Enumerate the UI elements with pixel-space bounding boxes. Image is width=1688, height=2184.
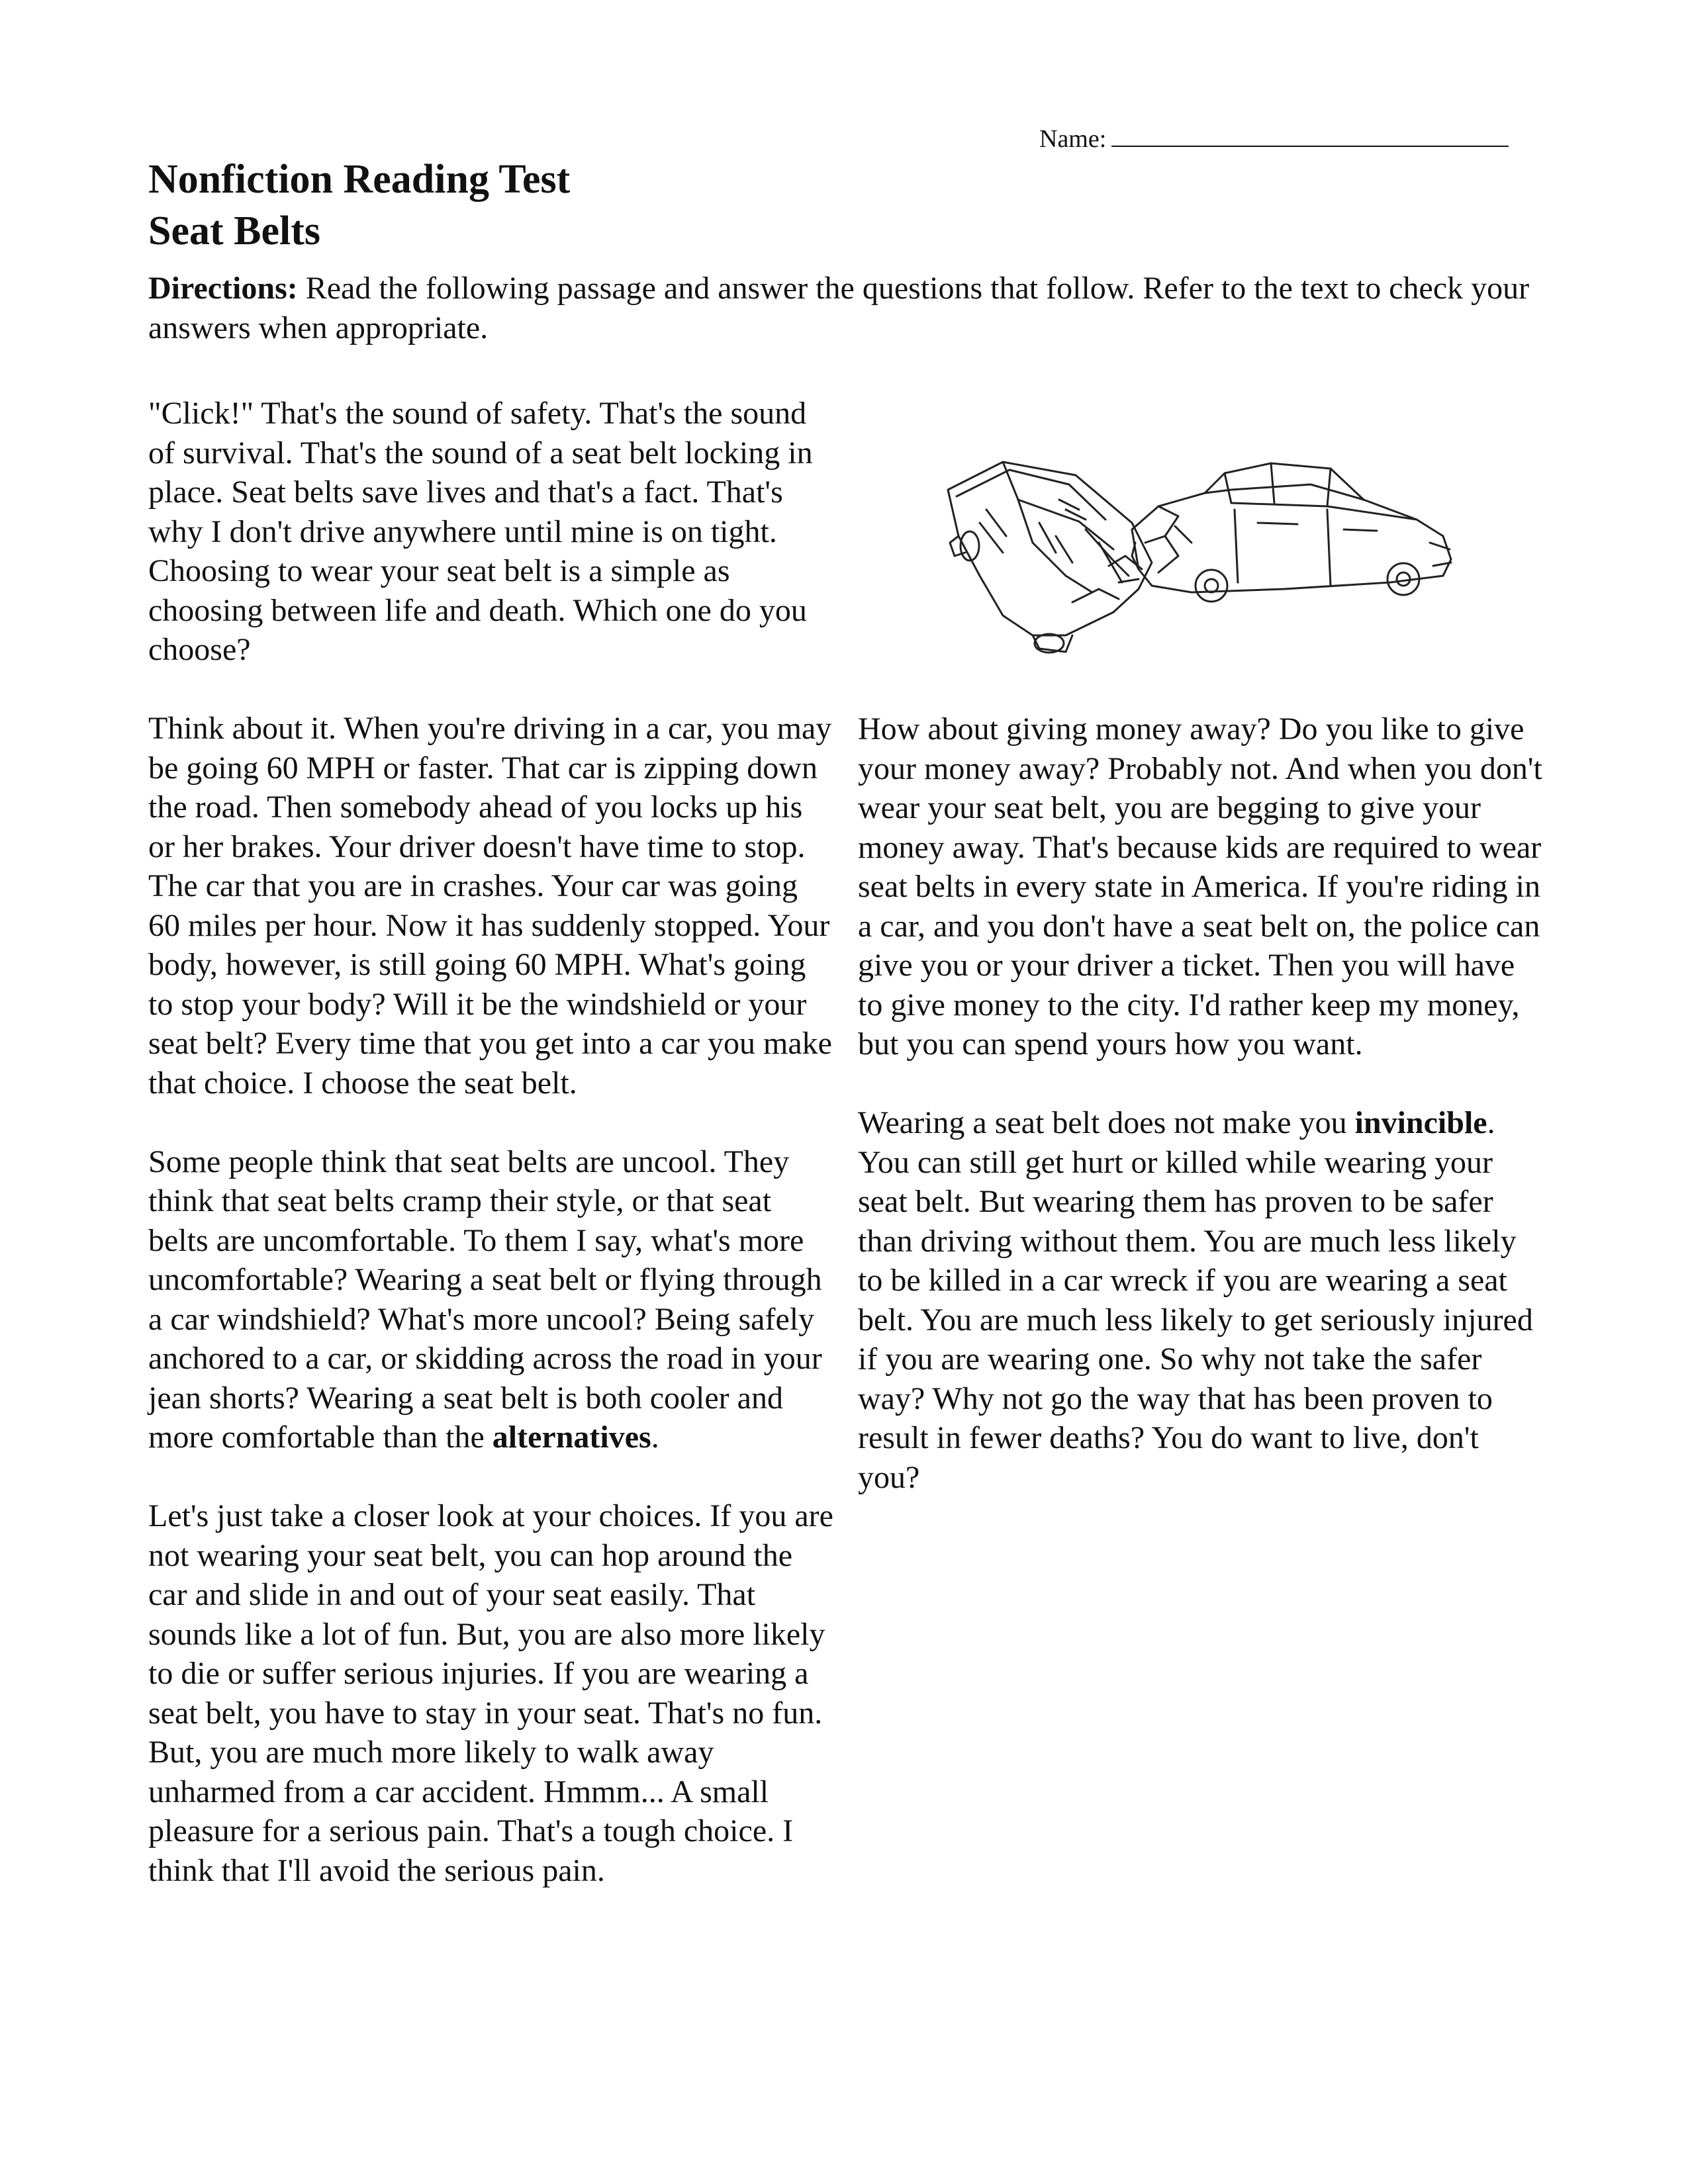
title-line-1: Nonfiction Reading Test xyxy=(148,157,571,202)
directions xyxy=(148,269,1532,348)
page-title xyxy=(148,154,570,257)
paragraph-6-end: . You can still get hurt or killed while wearing your seat belt. But wearing them has proven to be safer than driving without them. You are much less likely to be killed in a car wreck if you are wearing a seat belt. You are much less likely to get seriously injured if you are wearing one. So why not take the safer way? Why not go the way that has been proven to result in fewer deaths? You do want to live, don't you? xyxy=(858,1105,1533,1495)
passage-paragraph-6 xyxy=(858,1103,1546,1497)
paragraph-6-text: Wearing a seat belt does not make you xyxy=(858,1105,1355,1140)
name-blank-line[interactable] xyxy=(1111,123,1509,147)
passage-paragraph-5: How about giving money away? Do you like to give your money away? Probably not. And when you don't wear your seat belt, you are begging to give your money away. That's because kids are required to wear seat belts in every state in America. If you're riding in a car, and you don't have a seat belt on, the police can give you or your driver a ticket. Then you will have to give money to the city. I'd rather keep my money, but you can spend yours how you want. xyxy=(858,711,1542,1062)
passage-paragraph-2: Think about it. When you're driving in a car, you may be going 60 MPH or faster. That car is zipping down the road. Then somebody ahead of you locks up his or her brakes. Your driver doesn't have time to stop. The car that you are in crashes. Your car was going 60 miles per hour. Now it has suddenly stopped. Your body, however, is still going 60 MPH. What's going to stop your body? Will it be the windshield or your seat belt? Every time that you get into a car you make that choice. I choose the seat belt. xyxy=(148,711,832,1101)
car-crash-illustration xyxy=(940,437,1456,675)
vocab-word-invincible: invincible xyxy=(1354,1105,1487,1140)
directions-label: Directions: xyxy=(148,271,298,306)
passage-paragraph-1: "Click!" That's the sound of safety. That's the sound of survival. That's the sound of a seat belt locking in place. Seat belts save lives and that's a fact. That's why I don't drive anywhere until mine is on tight. Choosing to wear your seat belt is a simple as choosing between life and death. Which one do you choose? xyxy=(148,396,813,667)
name-field[interactable] xyxy=(1039,123,1509,154)
passage-right-column xyxy=(858,709,1546,1537)
passage-left-column xyxy=(148,394,837,1930)
name-label: Name: xyxy=(1039,125,1107,153)
paragraph-3-text: Some people think that seat belts are uncool. They think that seat belts cramp their style, or that seat belts are uncomfortable. To them I say, what's more uncomfortable? Wearing a seat belt or flying through a car windshield? What's more uncool? Being safely anchored to a car, or skidding across the road in your jean shorts? Wearing a seat belt is both cooler and more comfortable than the xyxy=(148,1144,822,1455)
passage-paragraph-3 xyxy=(148,1142,837,1457)
paragraph-3-end: . xyxy=(651,1420,659,1455)
title-line-2: Seat Belts xyxy=(148,208,321,253)
crashed-car-left-icon xyxy=(948,462,1152,653)
vocab-word-alternatives: alternatives xyxy=(492,1420,651,1455)
directions-text: Read the following passage and answer the questions that follow. Refer to the text to check your answers when appropriate. xyxy=(148,271,1530,345)
crashed-car-right-icon xyxy=(1132,463,1451,602)
passage-paragraph-4: Let's just take a closer look at your choices. If you are not wearing your seat belt, you can hop around the car and slide in and out of your seat easily. That sounds like a lot of fun. But, you are also more likely to die or suffer serious injuries. If you are wearing a seat belt, you have to stay in your seat. That's no fun. But, you are much more likely to walk away unharmed from a car accident. Hmmm... A small pleasure for a serious pain. That's a tough choice. I think that I'll avoid the serious pain. xyxy=(148,1498,833,1888)
